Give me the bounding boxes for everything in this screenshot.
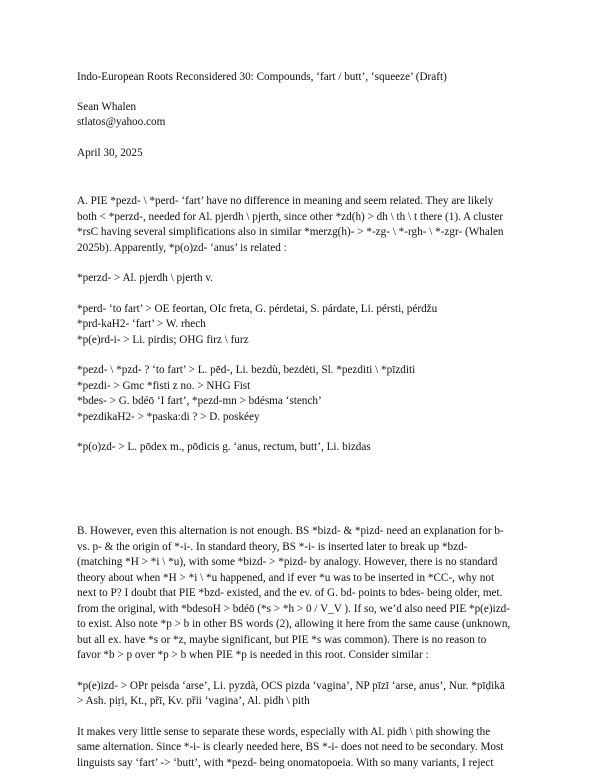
- section-b-paragraph: [77, 524, 549, 664]
- text-line: next to P? I doubt that PIE *bzd- existed, and the ev. of G. bd- points to bdes- being older, met.: [77, 587, 503, 599]
- example-group-perd: [77, 302, 549, 349]
- section-a-paragraph: [77, 194, 549, 256]
- example-line: *pezdikaH2- > *paska:di ? > D. poskéey: [77, 410, 260, 423]
- text-line: 2025b). Apparently, *p(o)zd- ‘anus’ is related :: [77, 241, 287, 254]
- section-b: [77, 524, 549, 771]
- example-group-pezd: [77, 363, 549, 425]
- text-line: but all ex. have *s or *z, maybe significant, but PIE *s was common). There is no reason to: [77, 633, 487, 646]
- author-email: stlatos@yahoo.com: [77, 116, 166, 128]
- text-line: *rsC having several simplifications also in similar *merzg(h)- > *-zg- \ *-rgh- \ *-zgr- (Whalen: [77, 226, 504, 238]
- section-b-paragraph-2: [77, 725, 549, 772]
- section-a: [77, 194, 549, 456]
- example-line: *perd- ‘to fart’ > OE feortan, OIc freta, G. pérdetai, S. párdate, Li. pérsti, pérdžu: [77, 302, 438, 315]
- text-line: vs. p- & the origin of *-i-. In standard theory, BS *-i- is inserted later to break up *bzd-: [77, 540, 468, 553]
- example-line: *bdes- > G. bdéō ‘I fart’, *pezd-mn > bdésma ‘stench’: [77, 395, 322, 407]
- text-line: same alternation. Since *-i- is clearly needed here, BS *-i- does not need to be secondary. Most: [77, 741, 504, 753]
- document-header: [77, 70, 549, 161]
- text-line: It makes very little sense to separate these words, especially with Al. pidh \ pith showing the: [77, 725, 491, 738]
- text-line: favor *b > p over *p > b when PIE *p is needed in this root. Consider similar :: [77, 649, 429, 661]
- example-pozd: *p(o)zd- > L. pōdex m., pōdicis g. ‘anus, rectum, butt’, Li. bizdas: [77, 441, 371, 453]
- text-line: B. However, even this alternation is not enough. BS *bizd- & *pizd- need an explanation for b-: [77, 525, 504, 537]
- example-line: *p(e)izd- > OPr peisda ‘arse’, Li. pyzdà, OCS pizda ‘vagina’, NP pīzī ‘arse, anus’, Nur. *pīḍikā: [77, 679, 505, 692]
- text-line: theory about when *H > *i \ *u happened, and if ever *u was to be inserted in *CC-, why not: [77, 571, 495, 584]
- example-line: *pezd- \ *pzd- ? ‘to fart’ > L. pēd-, Li. bezdù, bezdėti, Sl. *pezditi \ *pīzditi: [77, 364, 416, 376]
- example-perzd: *perzd- > Al. pjerdh \ pjerth v.: [77, 272, 214, 284]
- text-line: both < *perzd-, needed for Al. pjerdh \ pjerth, since other *zd(h) > dh \ th \ t there (1). A cluster: [77, 210, 504, 223]
- text-line: A. PIE *pezd- \ *perd- ‘fart’ have no difference in meaning and seem related. They are likely: [77, 195, 494, 207]
- example-line: *p(e)rd-i- > Li. pirdis; OHG firz \ furz: [77, 333, 249, 346]
- document-date: April 30, 2025: [77, 146, 143, 159]
- text-line: from the original, with *bdesoH > bdéō (*s > *h > 0 / V_V ). If so, we’d also need PIE *p(e)izd-: [77, 602, 510, 615]
- text-line: linguists say ‘fart’ -> ‘butt’, with *pezd- being onomatopoeia. With so many variants, I reject: [77, 756, 494, 769]
- example-line: *pezdi- > Gmc *fisti z no. > NHG Fist: [77, 379, 251, 392]
- example-group-peizd: [77, 679, 549, 710]
- example-line: > Ash. piṛi, Kt., přī, Kv. přii ‘vagina’, Al. pidh \ pith: [77, 695, 310, 707]
- text-line: (matching *H > *i \ *u), with some *bizd- > *pizd- by analogy. However, there is no standard: [77, 556, 498, 568]
- author-name: Sean Whalen: [77, 100, 137, 113]
- document-title: Indo-European Roots Reconsidered 30: Compounds, ‘fart / butt’, ‘squeeze’ (Draft): [77, 71, 447, 83]
- example-line: *prd-kaH2- ‘fart’ > W. rhech: [77, 318, 206, 330]
- text-line: to exist. Also note *p > b in other BS words (2), allowing it here from the same cause (unknown,: [77, 618, 511, 630]
